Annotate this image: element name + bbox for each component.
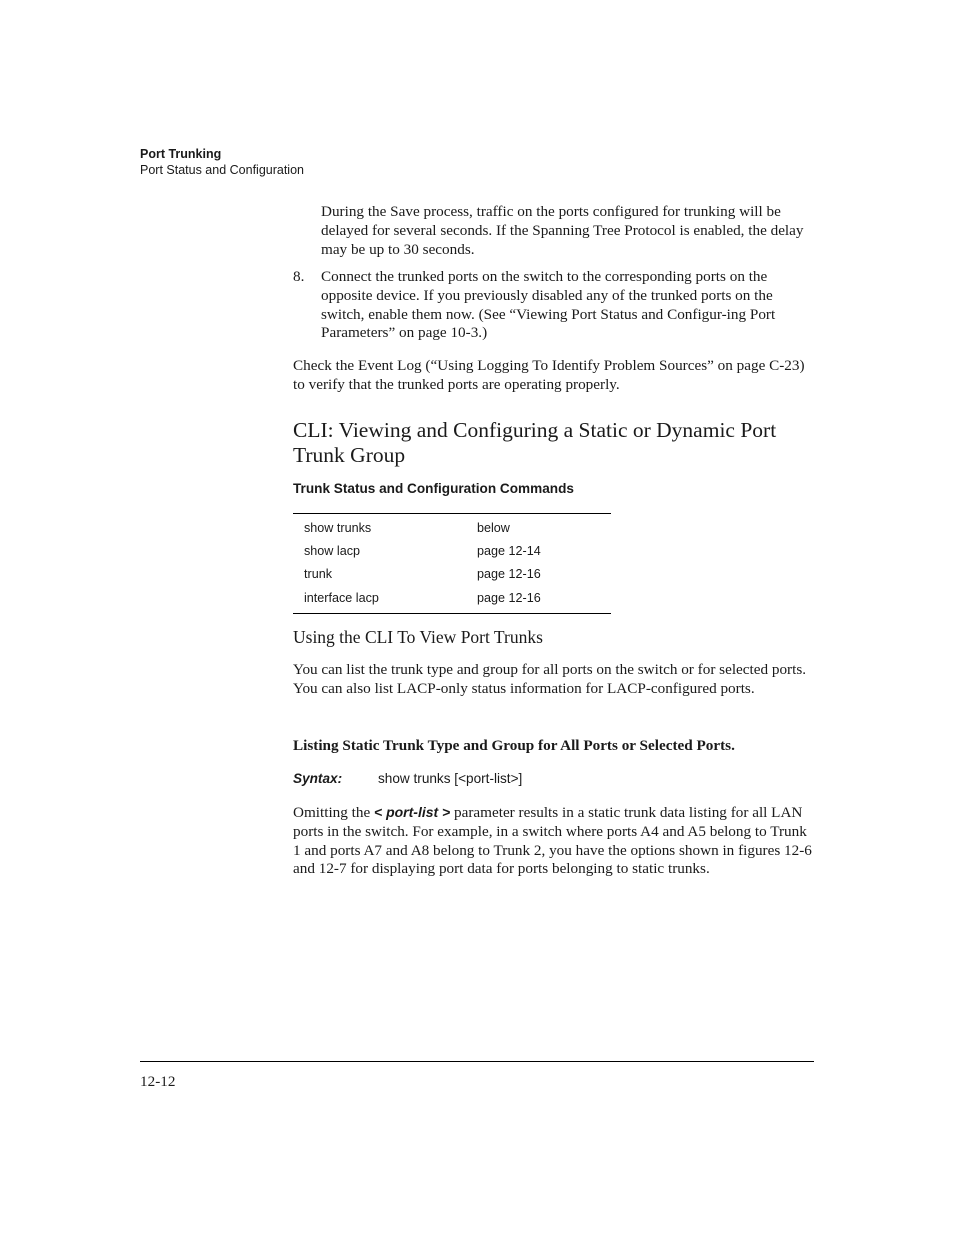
omit-text-before: Omitting the xyxy=(293,804,374,821)
event-log-paragraph: Check the Event Log (“Using Logging To Identify Problem Sources” on page C-23) to verify that the trunked ports are operating properly. xyxy=(293,357,805,393)
port-list-param: < port-list > xyxy=(374,804,451,820)
omit-text-after: parameter results in a static trunk data listing for all LAN ports in the switch. For example, in a switch where ports A4 and A5 belong to Trunk 1 and ports A7 and A8 belong to Trunk 2, you have the options shown in figures 12-6 and 12-7 for displaying port data for ports belonging to static trunks. xyxy=(293,804,812,878)
command-page-ref: below xyxy=(477,520,510,535)
command-page-ref: page 12-16 xyxy=(477,590,541,605)
command-name: interface lacp xyxy=(304,590,379,605)
syntax-label: Syntax: xyxy=(293,771,343,786)
table-row xyxy=(293,586,611,609)
step-number: 8. xyxy=(293,268,305,285)
running-header-section: Port Status and Configuration xyxy=(140,163,304,177)
command-name: trunk xyxy=(304,567,332,582)
omit-paragraph xyxy=(293,803,815,879)
commands-table xyxy=(293,513,611,614)
footer-rule xyxy=(140,1061,814,1062)
subsection-intro: You can list the trunk type and group for all ports on the switch or for selected ports. You can also list LACP-only status information for LACP-configured ports. xyxy=(293,661,807,697)
save-note-paragraph: During the Save process, traffic on the ports configured for trunking will be delayed for several seconds. If the Spanning Tree Protocol is enabled, the delay may be up to 30 seconds. xyxy=(321,203,804,258)
command-name: show lacp xyxy=(304,543,361,558)
table-row xyxy=(293,563,611,586)
subsection-title: Using the CLI To View Port Trunks xyxy=(293,627,543,647)
section-title: CLI: Viewing and Configuring a Static or Dynamic Port Trunk Group xyxy=(293,418,777,467)
command-page-ref: page 12-14 xyxy=(477,543,541,558)
running-header-chapter: Port Trunking xyxy=(140,147,222,161)
command-name: show trunks xyxy=(304,520,372,535)
page-number: 12-12 xyxy=(140,1073,176,1090)
table-row xyxy=(293,539,611,562)
listing-heading: Listing Static Trunk Type and Group for All Ports or Selected Ports. xyxy=(293,737,735,754)
syntax-command: show trunks [<port-list>] xyxy=(378,771,523,786)
table-row xyxy=(293,516,611,539)
step-text: Connect the trunked ports on the switch to the corresponding ports on the opposite device. If you previously disabled any of the trunked ports on the switch, enable them now. (See “Viewing Port Status and Configur-ing Port Parameters” on page 10-3.) xyxy=(321,268,776,342)
table-caption: Trunk Status and Configuration Commands xyxy=(293,481,574,496)
command-page-ref: page 12-16 xyxy=(477,567,541,582)
